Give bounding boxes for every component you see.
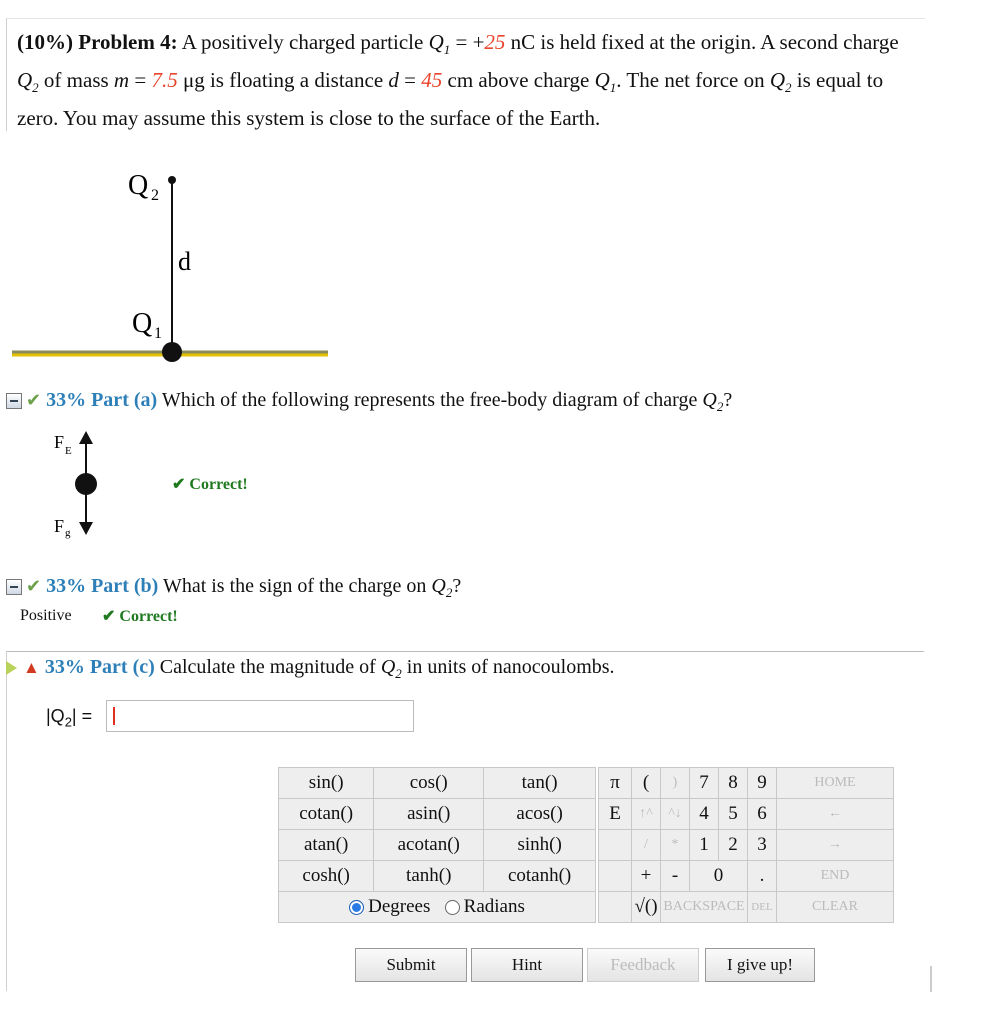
- expand-icon[interactable]: [6, 661, 17, 675]
- part-b-correct: ✔ Correct!: [102, 608, 178, 625]
- q1b-symbol: Q: [594, 68, 610, 93]
- part-b-answer: Positive: [20, 607, 72, 624]
- atan-key[interactable]: atan(): [279, 830, 374, 861]
- part-a-q: Q: [702, 389, 717, 411]
- e-key[interactable]: E: [599, 799, 632, 830]
- charge-diagram-svg: [10, 158, 330, 368]
- fg-sub: g: [65, 527, 71, 539]
- digit-7-key[interactable]: 7: [690, 768, 719, 799]
- blank-key: [599, 830, 632, 861]
- part-c-q: Q: [380, 656, 396, 678]
- cosh-key[interactable]: cosh(): [279, 861, 374, 892]
- problem-text-6: cm above charge: [447, 68, 590, 93]
- degrees-label: Degrees: [368, 896, 431, 917]
- problem-title: Problem 4:: [78, 30, 178, 54]
- eq-2: =: [134, 68, 147, 93]
- q1b-sub: 1: [609, 80, 617, 96]
- part-b-header: [6, 575, 461, 601]
- fe-label: F: [54, 432, 65, 452]
- decimal-key[interactable]: .: [748, 861, 777, 892]
- divide-key[interactable]: /: [632, 830, 661, 861]
- clear-key[interactable]: CLEAR: [777, 892, 894, 923]
- eq-1: = +: [455, 30, 485, 54]
- home-key[interactable]: HOME: [777, 768, 894, 799]
- answer-label-q: |Q: [46, 706, 65, 726]
- sin-key[interactable]: sin(): [279, 768, 374, 799]
- problem-text: [17, 27, 917, 133]
- digit-8-key[interactable]: 8: [719, 768, 748, 799]
- digit-4-key[interactable]: 4: [690, 799, 719, 830]
- acotan-key[interactable]: acotan(): [374, 830, 484, 861]
- q2b-symbol: Q: [769, 68, 786, 93]
- mass-value: 7.5: [151, 68, 178, 93]
- charge-dot: [75, 473, 97, 495]
- hint-button[interactable]: Hint: [471, 948, 583, 982]
- digit-6-key[interactable]: 6: [748, 799, 777, 830]
- part-b-q-sub: 2: [445, 585, 453, 600]
- fg-arrow-icon: [79, 522, 93, 535]
- part-c-question: Calculate the magnitude of: [159, 656, 376, 678]
- radians-radio[interactable]: [445, 900, 460, 915]
- left-arrow-key[interactable]: ←: [777, 799, 894, 830]
- q2-symbol: Q: [17, 68, 33, 93]
- asin-key[interactable]: asin(): [374, 799, 484, 830]
- problem-text-2: nC is held fixed at the origin. A second: [510, 30, 838, 54]
- part-b-percent: 33%: [46, 575, 87, 597]
- blank-key: [599, 861, 632, 892]
- end-key[interactable]: END: [777, 861, 894, 892]
- part-b-end: ?: [452, 575, 462, 597]
- blank-key: [599, 892, 632, 923]
- part-c-question-end: in units of nanocoulombs.: [406, 656, 615, 678]
- answer-label-sub: 2: [64, 714, 72, 730]
- part-b-label: Part (b): [91, 575, 159, 597]
- q2-label-sub: 2: [151, 187, 159, 204]
- digit-5-key[interactable]: 5: [719, 799, 748, 830]
- q2b-sub: 2: [785, 80, 792, 96]
- degrees-radio[interactable]: [349, 900, 364, 915]
- radians-label: Radians: [463, 896, 525, 917]
- d-label: d: [178, 247, 191, 276]
- down-caret-key[interactable]: ^↓: [661, 799, 690, 830]
- q2-dot: [168, 176, 176, 184]
- problem-text-4: of mass: [43, 68, 109, 93]
- plus-key[interactable]: +: [632, 861, 661, 892]
- problem-weight: (10%): [17, 30, 73, 54]
- d-symbol: d: [388, 68, 399, 93]
- part-b-q: Q: [431, 575, 446, 597]
- check-icon: ✔: [26, 390, 42, 410]
- q1-value: 25: [484, 30, 506, 54]
- answer-input[interactable]: [106, 700, 414, 732]
- digit-0-key[interactable]: 0: [690, 861, 748, 892]
- digit-1-key[interactable]: 1: [690, 830, 719, 861]
- q2-label: Q: [128, 170, 149, 201]
- del-key[interactable]: DEL: [748, 892, 777, 923]
- answer-label: [46, 706, 92, 730]
- open-paren-key[interactable]: (: [632, 768, 661, 799]
- part-c-divider: [6, 651, 924, 652]
- answer-label-end: | =: [71, 706, 93, 726]
- part-c-q-sub: 2: [395, 666, 402, 681]
- part-a-end: ?: [723, 389, 733, 411]
- right-arrow-key[interactable]: →: [777, 830, 894, 861]
- part-a-correct: ✔ Correct!: [172, 476, 248, 493]
- cotanh-key[interactable]: cotanh(): [484, 861, 596, 892]
- problem-text-8: is equal to zero. You may assume this system is close to the surface of the Earth.: [17, 68, 884, 131]
- part-c-header: [6, 656, 615, 682]
- digit-9-key[interactable]: 9: [748, 768, 777, 799]
- part-c-label: Part (c): [89, 656, 155, 678]
- cotan-key[interactable]: cotan(): [279, 799, 374, 830]
- collapse-icon[interactable]: [6, 393, 22, 409]
- part-c-border: [6, 651, 7, 991]
- free-body-diagram: [40, 428, 120, 543]
- tanh-key[interactable]: tanh(): [374, 861, 484, 892]
- collapse-icon[interactable]: [6, 579, 22, 595]
- q1-label-sub: 1: [154, 325, 162, 342]
- q2-sub: 2: [32, 80, 39, 96]
- feedback-button[interactable]: Feedback: [587, 948, 699, 982]
- check-icon: ✔: [26, 576, 42, 596]
- q1-symbol: Q: [428, 30, 444, 54]
- digit-2-key[interactable]: 2: [719, 830, 748, 861]
- problem-text-1: A positively charged particle: [181, 30, 424, 54]
- distance-value: 45: [421, 68, 443, 93]
- close-paren-key[interactable]: ): [661, 768, 690, 799]
- digit-3-key[interactable]: 3: [748, 830, 777, 861]
- part-a-question: Which of the following represents the free-body diagram of charge: [161, 389, 698, 411]
- fg-label: F: [54, 516, 65, 536]
- m-symbol: m: [113, 68, 130, 93]
- part-b-question: What is the sign of the charge on: [162, 575, 427, 597]
- minus-key[interactable]: -: [661, 861, 690, 892]
- sinh-key[interactable]: sinh(): [484, 830, 596, 861]
- backspace-key[interactable]: BACKSPACE: [661, 892, 748, 923]
- multiply-key[interactable]: *: [661, 830, 690, 861]
- scroll-marker: [930, 966, 932, 992]
- up-caret-key[interactable]: ↑^: [632, 799, 661, 830]
- angle-mode: [279, 892, 596, 923]
- problem-text-3: charge: [843, 30, 899, 54]
- submit-button[interactable]: Submit: [355, 948, 467, 982]
- part-a-header: [6, 389, 732, 415]
- q1-dot: [162, 342, 182, 362]
- fe-arrow-icon: [79, 431, 93, 444]
- problem-text-5: μg is floating a distance: [182, 68, 384, 93]
- q1-sub: 1: [443, 42, 451, 58]
- q1-label: Q: [132, 308, 153, 339]
- part-a-percent: 33%: [46, 389, 87, 411]
- tan-key[interactable]: tan(): [484, 768, 596, 799]
- part-a-q-sub: 2: [716, 399, 724, 414]
- problem-statement: [6, 18, 925, 131]
- pi-key[interactable]: π: [599, 768, 632, 799]
- acos-key[interactable]: acos(): [484, 799, 596, 830]
- part-c-percent: 33%: [44, 656, 85, 678]
- problem-text-7: . The net force on: [616, 68, 765, 93]
- give-up-button[interactable]: I give up!: [705, 948, 815, 982]
- warning-icon: ▲: [23, 658, 40, 677]
- sqrt-key[interactable]: √(): [632, 892, 661, 923]
- numeric-keypad: [598, 767, 894, 923]
- function-keypad: [278, 767, 596, 923]
- eq-3: =: [404, 68, 416, 93]
- part-a-label: Part (a): [91, 389, 158, 411]
- fe-sub: E: [65, 445, 72, 457]
- text-caret: [113, 707, 115, 725]
- cos-key[interactable]: cos(): [374, 768, 484, 799]
- charge-diagram: [10, 158, 330, 368]
